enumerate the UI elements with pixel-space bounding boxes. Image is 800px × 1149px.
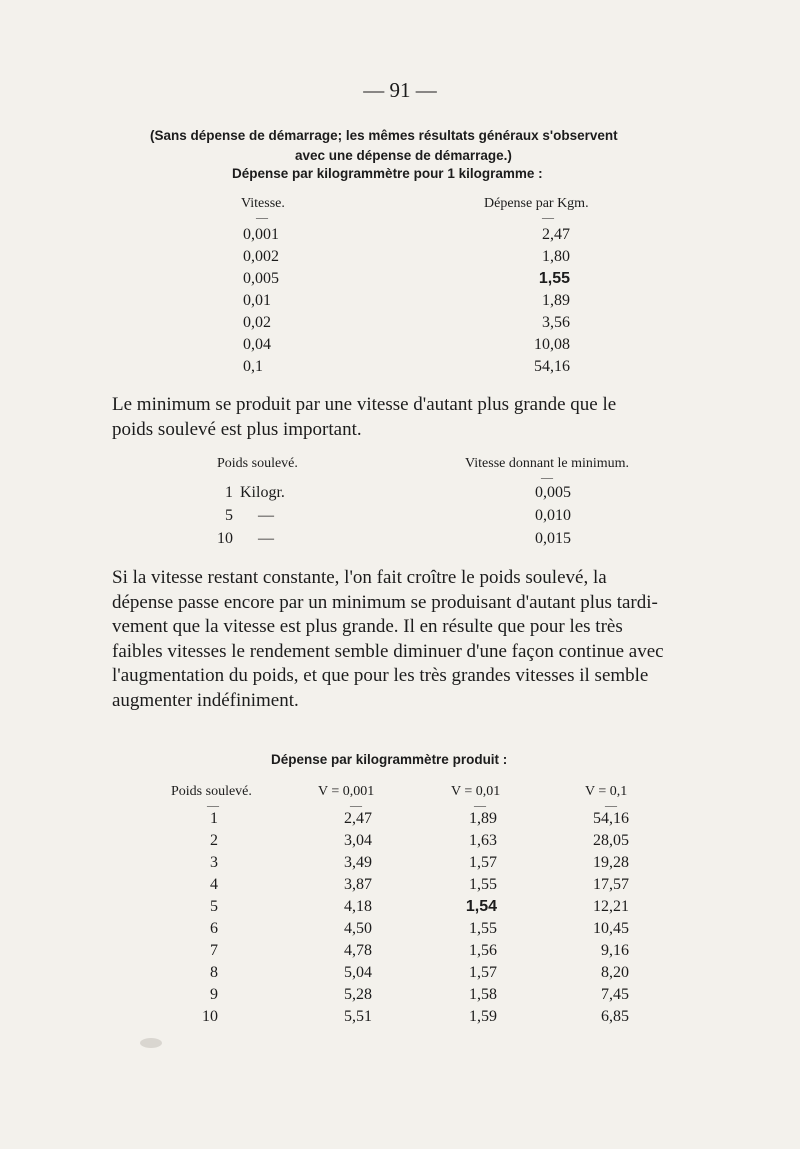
header-dash: —: [350, 798, 362, 812]
table-cell-v2: 1,56: [469, 942, 497, 959]
table-cell-poids: 10: [217, 530, 233, 547]
table-cell-poids: 6: [210, 920, 218, 937]
table-cell-unit: —: [258, 507, 274, 524]
table-cell-depense: 10,08: [534, 336, 570, 353]
table-cell-v1: 3,87: [344, 876, 372, 893]
table-cell-v3: 6,85: [601, 1008, 629, 1025]
table-cell-v2: 1,55: [469, 876, 497, 893]
table-cell-vitesse: 0,04: [243, 336, 271, 353]
table-cell-depense: 1,80: [542, 248, 570, 265]
table-cell-v1: 3,49: [344, 854, 372, 871]
table-cell-vitesse: 0,010: [535, 507, 571, 524]
paper-smudge: [140, 1038, 162, 1048]
table-cell-unit: Kilogr.: [240, 484, 285, 501]
paragraph-line: poids soulevé est plus important.: [112, 418, 362, 440]
table-cell-poids: 4: [210, 876, 218, 893]
intro-note-line-1: (Sans dépense de démarrage; les mêmes résultats généraux s'observent: [150, 128, 618, 143]
header-dash: —: [605, 798, 617, 812]
paragraph-poids-croissant: [112, 566, 706, 713]
table-cell-v3: 7,45: [601, 986, 629, 1003]
paragraph-line: l'augmentation du poids, et que pour les très grandes vitesses il semble: [112, 665, 649, 686]
column-header-v-01: V = 0,1: [585, 784, 628, 799]
table-cell-v1: 3,04: [344, 832, 372, 849]
paragraph-line: dépense passe encore par un minimum se produisant d'autant plus tardi-: [112, 591, 658, 613]
table-cell-unit: —: [258, 530, 274, 547]
table-cell-poids: 7: [210, 942, 218, 959]
table-cell-v3: 8,20: [601, 964, 629, 981]
table-cell-poids: 9: [210, 986, 218, 1003]
paragraph-line: vement que la vitesse est plus grande. Il en résulte que pour les très: [112, 616, 623, 637]
paragraph-line: faibles vitesses le rendement semble diminuer d'une façon continue avec: [112, 640, 664, 662]
column-header-v-0001: V = 0,001: [318, 784, 375, 799]
table-cell-v3: 9,16: [601, 942, 629, 959]
table-cell-vitesse: 0,1: [243, 358, 263, 375]
column-header-depense: Dépense par Kgm.: [484, 196, 589, 211]
table-cell-v2: 1,57: [469, 964, 497, 981]
table-cell-vitesse: 0,002: [243, 248, 279, 265]
table-cell-v1: 5,04: [344, 964, 372, 981]
table-cell-v1: 2,47: [344, 810, 372, 827]
table-cell-vitesse: 0,015: [535, 530, 571, 547]
table-cell-v3: 10,45: [593, 920, 629, 937]
table-cell-v3: 19,28: [593, 854, 629, 871]
paragraph-line: Si la vitesse restant constante, l'on fait croître le poids soulevé, la: [112, 567, 607, 588]
table-cell-depense: 54,16: [534, 358, 570, 375]
table-cell-v2: 1,57: [469, 854, 497, 871]
table-cell-poids: 8: [210, 964, 218, 981]
table-cell-v2: 1,55: [469, 920, 497, 937]
header-dash: —: [474, 798, 486, 812]
table-cell-v3: 54,16: [593, 810, 629, 827]
table-cell-depense: 3,56: [542, 314, 570, 331]
header-dash: —: [256, 210, 268, 224]
table-cell-v1: 5,51: [344, 1008, 372, 1025]
header-dash: —: [541, 470, 553, 484]
table-cell-v2: 1,59: [469, 1008, 497, 1025]
table-cell-v1: 4,50: [344, 920, 372, 937]
table-caption: Dépense par kilogrammètre produit :: [271, 752, 508, 767]
table-cell-depense: 2,47: [542, 226, 570, 243]
table-cell-v3: 17,57: [593, 876, 629, 893]
page-number: — 91 —: [363, 78, 437, 102]
table-cell-vitesse: 0,005: [243, 270, 279, 287]
table-cell-v1: 4,78: [344, 942, 372, 959]
table-cell-poids: 10: [202, 1008, 218, 1025]
table-cell-vitesse: 0,02: [243, 314, 271, 331]
table-cell-v2: 1,58: [469, 986, 497, 1003]
table-cell-v3: 12,21: [593, 898, 629, 915]
header-dash: —: [207, 798, 219, 812]
column-header-vitesse: Vitesse.: [241, 196, 285, 211]
table-cell-vitesse: 0,001: [243, 226, 279, 243]
paragraph-minimum: [112, 393, 706, 442]
table-cell-v2-minimum: 1,54: [465, 898, 497, 915]
table-cell-v2: 1,63: [469, 832, 497, 849]
intro-note-line-2: avec une dépense de démarrage.): [295, 148, 512, 163]
table-cell-poids: 1: [210, 810, 218, 827]
table-cell-v1: 5,28: [344, 986, 372, 1003]
column-header-poids: Poids soulevé.: [217, 456, 298, 471]
table-cell-poids: 2: [210, 832, 218, 849]
table-cell-poids: 5: [225, 507, 233, 524]
table-cell-depense-minimum: 1,55: [538, 270, 570, 287]
header-dash: —: [542, 210, 554, 224]
table-cell-poids: 3: [210, 854, 218, 871]
table-cell-v2: 1,89: [469, 810, 497, 827]
paragraph-line: Le minimum se produit par une vitesse d'autant plus grande que le: [112, 394, 617, 415]
table-cell-vitesse: 0,005: [535, 484, 571, 501]
column-header-poids: Poids soulevé.: [171, 784, 252, 799]
table-cell-v1: 4,18: [344, 898, 372, 915]
table-cell-vitesse: 0,01: [243, 292, 271, 309]
intro-note-line-3: Dépense par kilogrammètre pour 1 kilogramme :: [232, 166, 543, 181]
table-cell-v3: 28,05: [593, 832, 629, 849]
table-cell-depense: 1,89: [542, 292, 570, 309]
paragraph-line: augmenter indéfiniment.: [112, 689, 299, 711]
table-cell-poids: 1: [225, 484, 233, 501]
column-header-vitesse-minimum: Vitesse donnant le minimum.: [465, 456, 630, 471]
table-cell-poids: 5: [210, 898, 218, 915]
column-header-v-001: V = 0,01: [451, 784, 501, 799]
